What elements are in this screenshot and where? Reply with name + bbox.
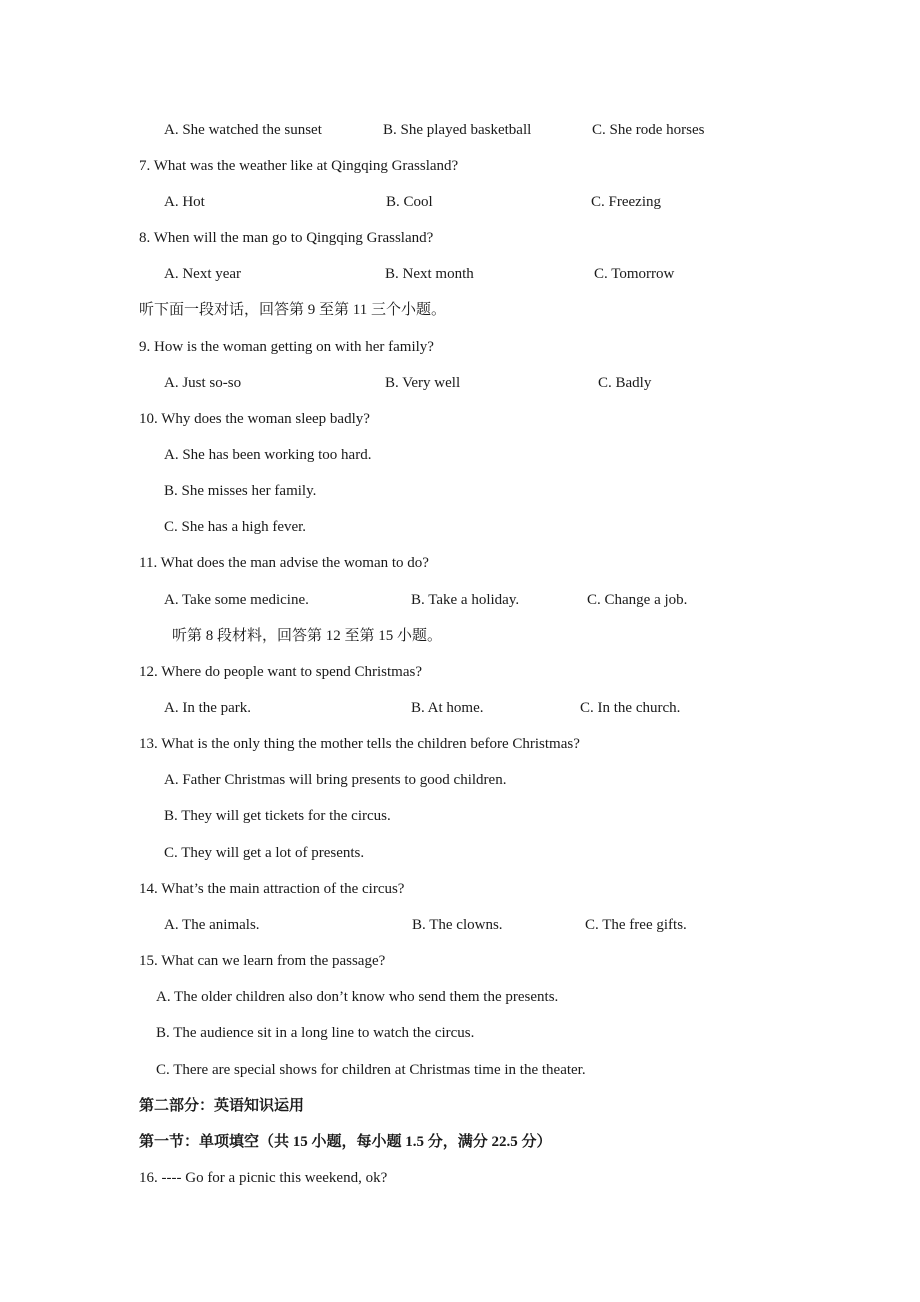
q15-option-b: B. The audience sit in a long line to watch the circus. bbox=[156, 1025, 475, 1041]
q6-option-a: A. She watched the sunset bbox=[164, 122, 322, 138]
q10-option-c: C. She has a high fever. bbox=[164, 519, 307, 535]
q7-option-b: B. Cool bbox=[386, 194, 433, 210]
q6-option-c: C. She rode horses bbox=[592, 122, 705, 138]
q8-option-a: A. Next year bbox=[164, 266, 242, 282]
q10-option-a: A. She has been working too hard. bbox=[164, 447, 372, 463]
section1-heading: 第一节：单项填空（共 15 小题，每小题 1.5 分，满分 22.5 分） bbox=[139, 1134, 552, 1150]
q15-option-a: A. The older children also don’t know who send them the presents. bbox=[156, 989, 559, 1005]
q13-option-a: A. Father Christmas will bring presents to good children. bbox=[164, 772, 507, 788]
q7-option-c: C. Freezing bbox=[591, 194, 661, 210]
q15-question: 15. What can we learn from the passage? bbox=[139, 953, 386, 969]
q8-option-b: B. Next month bbox=[385, 266, 474, 282]
q12-option-b: B. At home. bbox=[411, 700, 484, 716]
q9-option-c: C. Badly bbox=[598, 375, 652, 391]
q11-option-a: A. Take some medicine. bbox=[164, 592, 309, 608]
q10-question: 10. Why does the woman sleep badly? bbox=[139, 411, 370, 427]
q14-question: 14. What’s the main attraction of the circus? bbox=[139, 881, 405, 897]
q14-option-a: A. The animals. bbox=[164, 917, 260, 933]
q16-question: 16. ---- Go for a picnic this weekend, ok? bbox=[139, 1170, 388, 1186]
q7-option-a: A. Hot bbox=[164, 194, 205, 210]
q9-question: 9. How is the woman getting on with her family? bbox=[139, 339, 434, 355]
q6-option-b: B. She played basketball bbox=[383, 122, 532, 138]
q11-option-c: C. Change a job. bbox=[587, 592, 688, 608]
q15-option-c: C. There are special shows for children at Christmas time in the theater. bbox=[156, 1062, 586, 1078]
q13-option-b: B. They will get tickets for the circus. bbox=[164, 808, 391, 824]
q12-option-a: A. In the park. bbox=[164, 700, 252, 716]
q12-question: 12. Where do people want to spend Christmas? bbox=[139, 664, 422, 680]
q11-option-b: B. Take a holiday. bbox=[411, 592, 520, 608]
q11-question: 11. What does the man advise the woman to do? bbox=[139, 555, 429, 571]
q9-option-b: B. Very well bbox=[385, 375, 461, 391]
q9-option-a: A. Just so-so bbox=[164, 375, 242, 391]
q14-option-c: C. The free gifts. bbox=[585, 917, 687, 933]
q12-option-c: C. In the church. bbox=[580, 700, 681, 716]
q7-question: 7. What was the weather like at Qingqing Grassland? bbox=[139, 158, 459, 174]
q13-option-c: C. They will get a lot of presents. bbox=[164, 845, 365, 861]
q13-question: 13. What is the only thing the mother tells the children before Christmas? bbox=[139, 736, 580, 752]
q8-question: 8. When will the man go to Qingqing Grassland? bbox=[139, 230, 434, 246]
instruction-12-15: 听第 8 段材料，回答第 12 至第 15 小题。 bbox=[172, 628, 443, 644]
q14-option-b: B. The clowns. bbox=[412, 917, 503, 933]
q8-option-c: C. Tomorrow bbox=[594, 266, 675, 282]
part2-heading: 第二部分：英语知识运用 bbox=[139, 1098, 305, 1114]
q10-option-b: B. She misses her family. bbox=[164, 483, 317, 499]
instruction-9-11: 听下面一段对话，回答第 9 至第 11 三个小题。 bbox=[139, 302, 446, 318]
